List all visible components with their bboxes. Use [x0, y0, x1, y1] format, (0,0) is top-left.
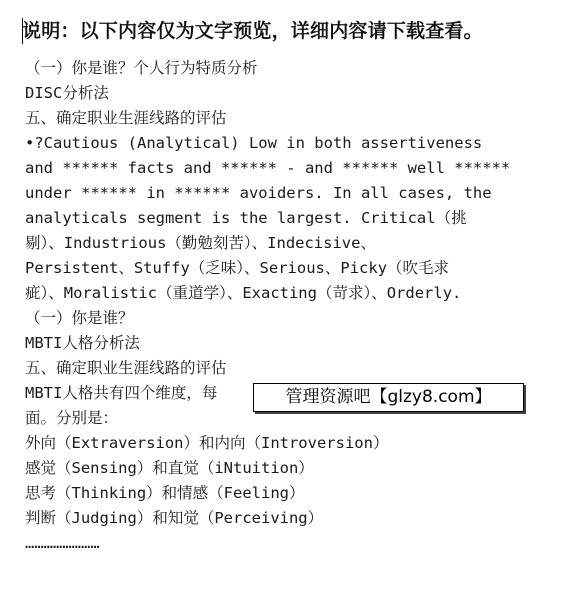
- text-line: 五、确定职业生涯线路的评估: [25, 109, 227, 127]
- watermark-label: 管理资源吧【glzy8.com】: [253, 383, 524, 412]
- text-line: MBTI人格分析法: [25, 334, 140, 352]
- text-line: and ****** facts and ****** - and ****** well ******: [25, 159, 511, 177]
- text-line: 疵）、Moralistic（重道学）、Exacting（苛求）、Orderly.: [25, 284, 462, 302]
- text-line: DISC分析法: [25, 84, 109, 102]
- text-line: MBTI人格共有四个维度，每: [25, 384, 218, 402]
- ellipsis-line: ……………………: [25, 534, 100, 552]
- text-line: 感觉（Sensing）和直觉（iNtuition）: [25, 459, 314, 477]
- text-line: 五、确定职业生涯线路的评估: [25, 359, 227, 377]
- text-line: 剔）、Industrious（勤勉刻苦）、Indecisive、: [25, 234, 376, 252]
- text-line: 面。分别是：: [25, 409, 119, 427]
- text-line: （一）你是谁？个人行为特质分析: [25, 59, 258, 77]
- text-line: 外向（Extraversion）和内向（Introversion）: [25, 434, 389, 452]
- text-line: 思考（Thinking）和情感（Feeling）: [25, 484, 305, 502]
- text-line: Persistent、Stuffy（乏味）、Serious、Picky（吹毛求: [25, 259, 450, 277]
- preview-notice: 说明：以下内容仅为文字预览，详细内容请下载查看。: [22, 20, 483, 42]
- text-line: analyticals segment is the largest. Critical（挑: [25, 209, 467, 227]
- text-line: 判断（Judging）和知觉（Perceiving）: [25, 509, 324, 527]
- text-line: •?Cautious (Analytical) Low in both assertiveness: [25, 134, 483, 152]
- document-body: [25, 56, 570, 556]
- text-line: under ****** in ****** avoiders. In all cases, the: [25, 184, 492, 202]
- text-line: （一）你是谁？: [25, 309, 134, 327]
